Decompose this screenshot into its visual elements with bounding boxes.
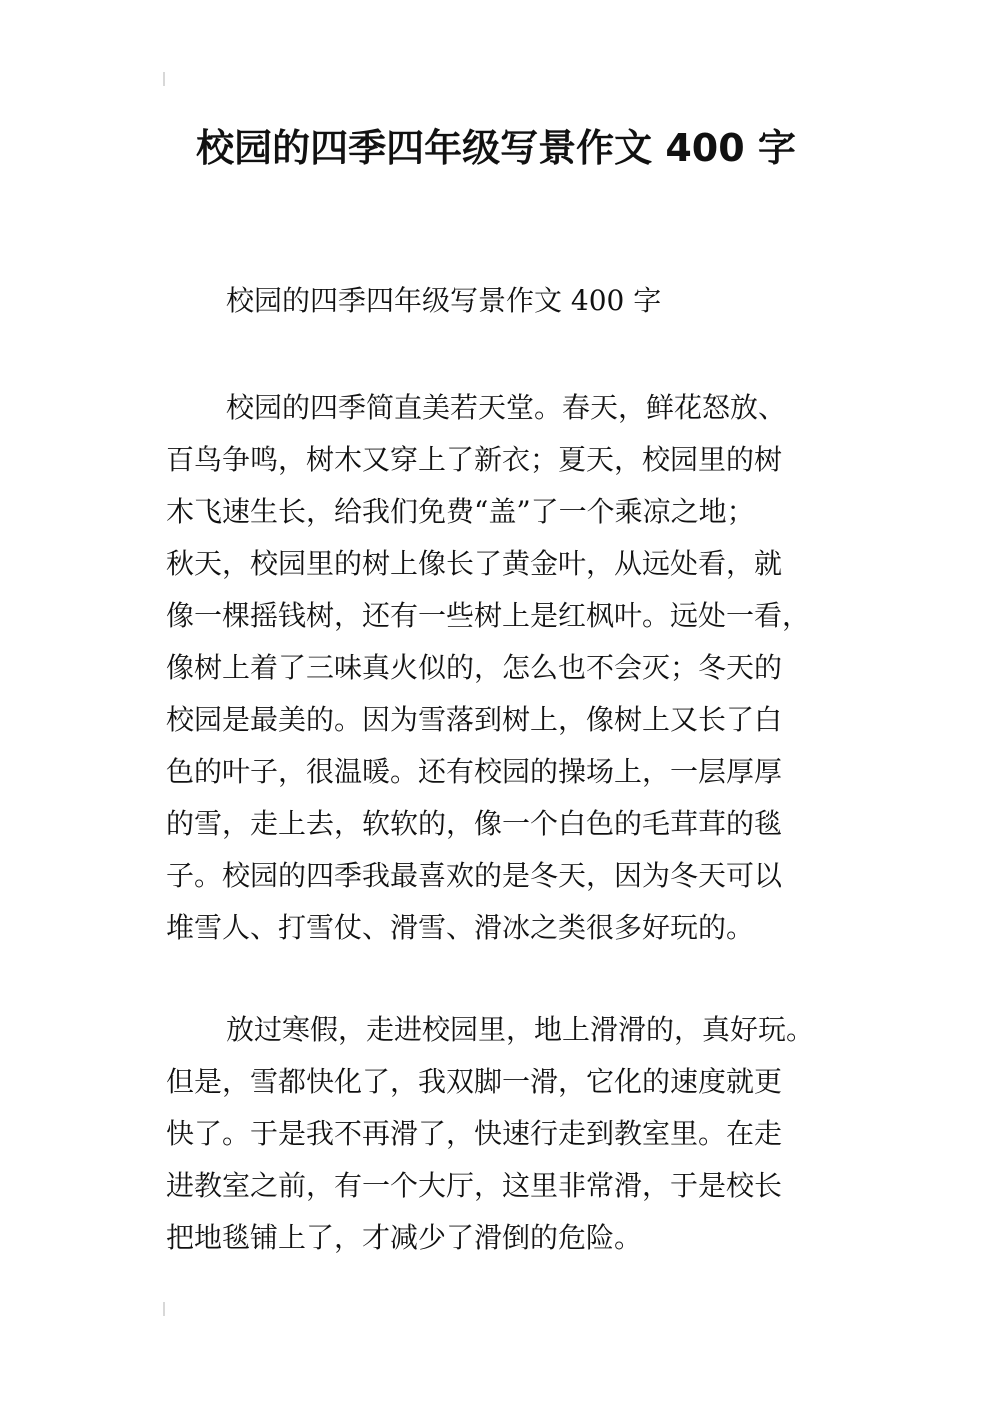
paragraph-2 <box>166 1004 842 1264</box>
paragraph-line: 快了。于是我不再滑了，快速行走到教室里。在走 <box>166 1117 783 1150</box>
paragraph-line: 百鸟争鸣，树木又穿上了新衣；夏天，校园里的树 <box>166 443 783 476</box>
paragraph-line: 木飞速生长，给我们免费“盖”了一个乘凉之地； <box>166 495 755 528</box>
paragraph-line: 像树上着了三味真火似的，怎么也不会灭；冬天的 <box>166 651 783 684</box>
paragraph-line: 堆雪人、打雪仗、滑雪、滑冰之类很多好玩的。 <box>166 911 755 944</box>
paragraph-1 <box>166 382 842 954</box>
paragraph-line: 放过寒假，走进校园里，地上滑滑的，真好玩。 <box>226 1013 815 1046</box>
paragraph-line: 子。校园的四季我最喜欢的是冬天，因为冬天可以 <box>166 859 783 892</box>
paragraph-line: 校园是最美的。因为雪落到树上，像树上又长了白 <box>166 703 783 736</box>
paragraph-line: 秋天，校园里的树上像长了黄金叶，从远处看，就 <box>166 547 783 580</box>
paragraph-line: 校园的四季简直美若天堂。春天，鲜花怒放、 <box>226 391 787 424</box>
paragraph-line: 但是，雪都快化了，我双脚一滑，它化的速度就更 <box>166 1065 783 1098</box>
margin-mark-bottom <box>163 1302 165 1316</box>
paragraph-line: 色的叶子，很温暖。还有校园的操场上，一层厚厚 <box>166 755 783 788</box>
paragraph-line: 的雪，走上去，软软的，像一个白色的毛茸茸的毯 <box>166 807 783 840</box>
margin-mark-top <box>163 72 165 86</box>
document-subtitle: 校园的四季四年级写景作文 400 字 <box>226 284 662 317</box>
document-title: 校园的四季四年级写景作文 400 字 <box>196 126 796 170</box>
paragraph-line: 把地毯铺上了，才减少了滑倒的危险。 <box>166 1221 643 1254</box>
paragraph-line: 进教室之前，有一个大厅，这里非常滑，于是校长 <box>166 1169 783 1202</box>
paragraph-line: 像一棵摇钱树，还有一些树上是红枫叶。远处一看， <box>166 599 811 632</box>
